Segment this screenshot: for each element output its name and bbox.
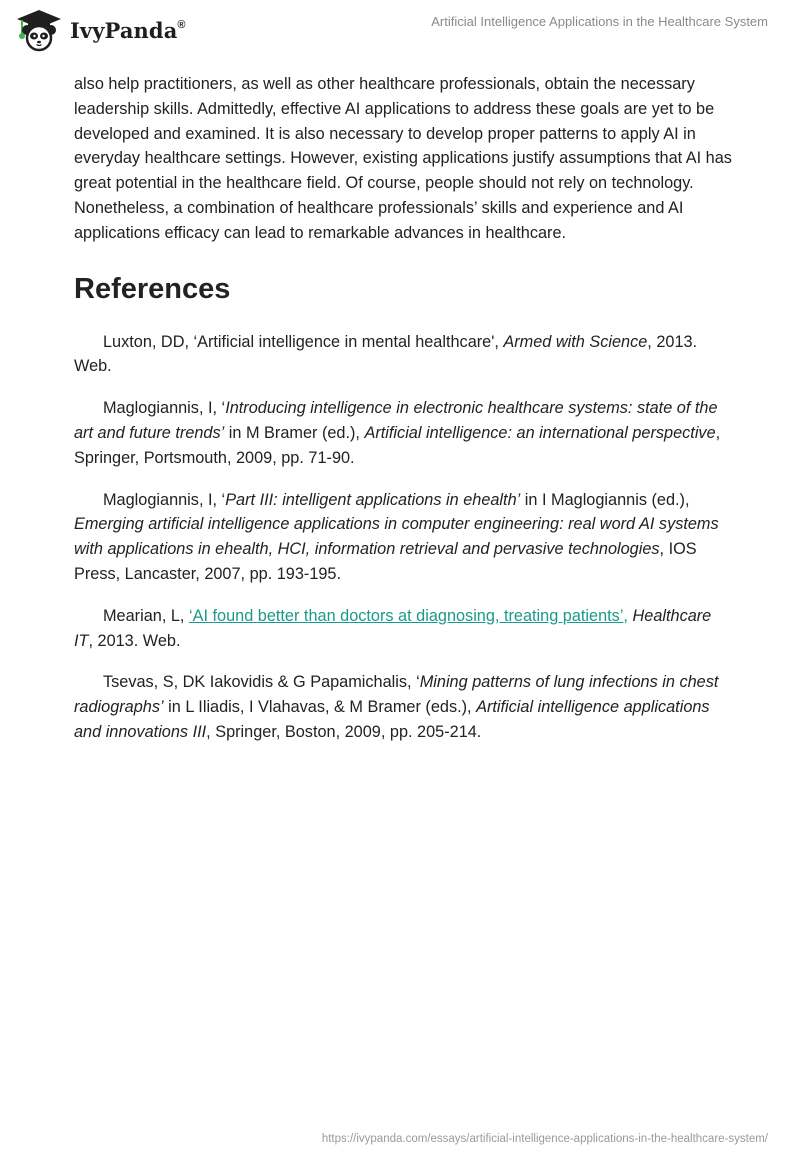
ivypanda-logo[interactable]	[14, 8, 186, 52]
brand-name: IvyPanda®	[70, 17, 186, 43]
reference-item: Tsevas, S, DK Iakovidis & G Papamichalis, ‘Mining patterns of lung infections in chest radiographs’ in L Iliadis, I Vlahavas, & M Bramer (eds.), Artificial intelligence applications and innovations III, Springer, Boston, 2009, pp. 205-214.	[74, 673, 719, 741]
page-header	[0, 0, 800, 64]
footer-url: https://ivypanda.com/essays/artificial-intelligence-applications-in-the-healthcare-system/	[321, 1133, 768, 1145]
registered-mark: ®	[177, 18, 186, 31]
body-paragraph: also help practitioners, as well as other healthcare professionals, obtain the necessary leadership skills. Admittedly, effective AI applications to address these goals are yet to be developed and examined. It is also necessary to develop proper patterns to apply AI in everyday healthcare settings. However, existing applications justify assumptions that AI has great potential in the healthcare field. Of course, people should not rely on technology. Nonetheless, a combination of healthcare professionals’ skills and experience and AI applications efficacy can lead to remarkable advances in healthcare.	[74, 75, 732, 242]
document-body	[74, 72, 734, 762]
document-title: Artificial Intelligence Applications in the Healthcare System	[431, 14, 768, 29]
references-heading: References	[74, 272, 231, 305]
reference-item: Luxton, DD, ‘Artificial intelligence in mental healthcare', Armed with Science, 2013. Web.	[74, 332, 698, 376]
reference-item: Maglogiannis, I, ‘Part III: intelligent applications in ehealth’ in I Maglogiannis (ed.), Emerging artificial intelligence applications in computer engineering: real word AI systems with applications in ehealth, HCI, information retrieval and pervasive technologies, IOS Press, Lancaster, 2007, pp. 193-195.	[74, 490, 719, 583]
reference-item: Maglogiannis, I, ‘Introducing intelligence in electronic healthcare systems: state of the art and future trends’ in M Bramer (ed.), Artificial intelligence: an international perspective, Springer, Portsmouth, 2009, pp. 71-90.	[74, 399, 721, 467]
panda-graduate-icon	[14, 8, 64, 52]
reference-item: Mearian, L, ‘AI found better than doctors at diagnosing, treating patients’, Healthcare IT, 2013. Web.	[74, 606, 712, 650]
reference-link[interactable]: ‘AI found better than doctors at diagnosing, treating patients’,	[188, 606, 628, 625]
